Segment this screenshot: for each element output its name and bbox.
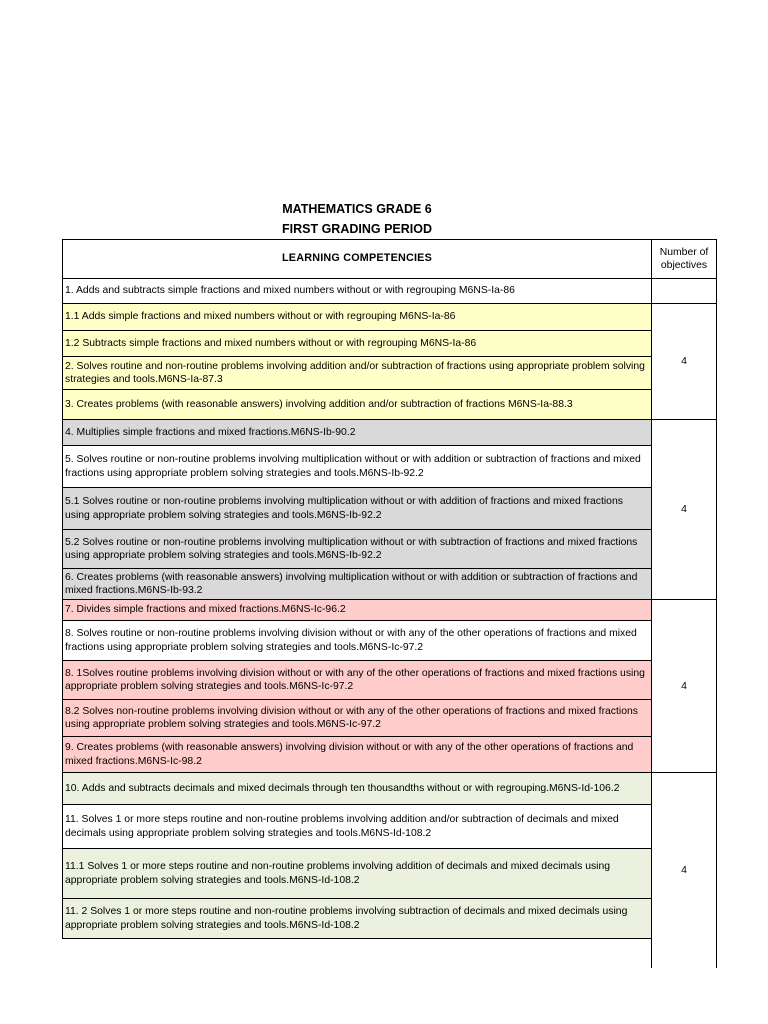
competency-row: 1.2 Subtracts simple fractions and mixed numbers without or with regrouping M6NS-Ia-86: [62, 330, 652, 357]
competency-row: 5. Solves routine or non-routine problems involving multiplication without or with addition or subtraction of fractions and mixed fractions using appropriate problem solving strategies and tools.M6NS-Ib-92.2: [62, 445, 652, 488]
competency-row: 8.2 Solves non-routine problems involving division without or with any of the other operations of fractions and mixed fractions using appropriate problem solving strategies and tools.M6NS-Ic-97.2: [62, 699, 652, 737]
competency-row: 4. Multiplies simple fractions and mixed fractions.M6NS-Ib-90.2: [62, 419, 652, 446]
competency-row: 1. Adds and subtracts simple fractions and mixed numbers without or with regrouping M6NS-Ia-86: [62, 278, 652, 304]
competency-row: 2. Solves routine and non-routine problems involving addition and/or subtraction of fractions using appropriate problem solving strategies and tools.M6NS-Ia-87.3: [62, 356, 652, 390]
competency-row: 9. Creates problems (with reasonable answers) involving division without or with any of the other operations of fractions and mixed fractions.M6NS-Ic-98.2: [62, 736, 652, 773]
competency-row: 1.1 Adds simple fractions and mixed numbers without or with regrouping M6NS-Ia-86: [62, 303, 652, 331]
objective-count: [651, 278, 717, 304]
objective-count: 4: [651, 303, 717, 420]
header-competencies: LEARNING COMPETENCIES: [62, 239, 652, 279]
competency-row: 5.1 Solves routine or non-routine problems involving multiplication without or with addition of fractions and mixed fractions using appropriate problem solving strategies and tools.M6NS-Ib-92.2: [62, 487, 652, 530]
competency-row: 10. Adds and subtracts decimals and mixed decimals through ten thousandths without or with regrouping.M6NS-Id-106.2: [62, 772, 652, 805]
competency-row: 11. 2 Solves 1 or more steps routine and non-routine problems involving subtraction of decimals and mixed decimals using appropriate problem solving strategies and tools.M6NS-Id-108.2: [62, 898, 652, 939]
competency-row: 8. Solves routine or non-routine problems involving division without or with any of the other operations of fractions and mixed fractions using appropriate problem solving strategies and tools.M6NS-Ic-97.2: [62, 620, 652, 661]
competency-row: 3. Creates problems (with reasonable answers) involving addition and/or subtraction of fractions M6NS-Ia-88.3: [62, 389, 652, 420]
objective-count: 4: [651, 599, 717, 773]
title-period: FIRST GRADING PERIOD: [281, 222, 432, 236]
competency-row: 11.1 Solves 1 or more steps routine and non-routine problems involving addition of decimals and mixed decimals using appropriate problem solving strategies and tools.M6NS-Id-108.2: [62, 848, 652, 899]
objective-count: 4: [651, 772, 717, 968]
header-objectives: Number of objectives: [651, 239, 717, 279]
competency-row: 5.2 Solves routine or non-routine problems involving multiplication without or with subtraction of fractions and mixed fractions using appropriate problem solving strategies and tools.M6NS-Ib-92.2: [62, 529, 652, 569]
objective-count: 4: [651, 419, 717, 600]
title-subject: MATHEMATICS GRADE 6: [282, 202, 432, 216]
competency-row: 6. Creates problems (with reasonable answers) involving multiplication without or with addition or subtraction of fractions and mixed fractions.M6NS-Ib-93.2: [62, 568, 652, 600]
competency-row: 7. Divides simple fractions and mixed fractions.M6NS-Ic-96.2: [62, 599, 652, 621]
competency-row: 11. Solves 1 or more steps routine and non-routine problems involving addition and/or subtraction of decimals and mixed decimals using appropriate problem solving strategies and tools.M6NS-Id-108.2: [62, 804, 652, 849]
competency-row: 8. 1Solves routine problems involving division without or with any of the other operations of fractions and mixed fractions using appropriate problem solving strategies and tools.M6NS-Ic-97.2: [62, 660, 652, 700]
